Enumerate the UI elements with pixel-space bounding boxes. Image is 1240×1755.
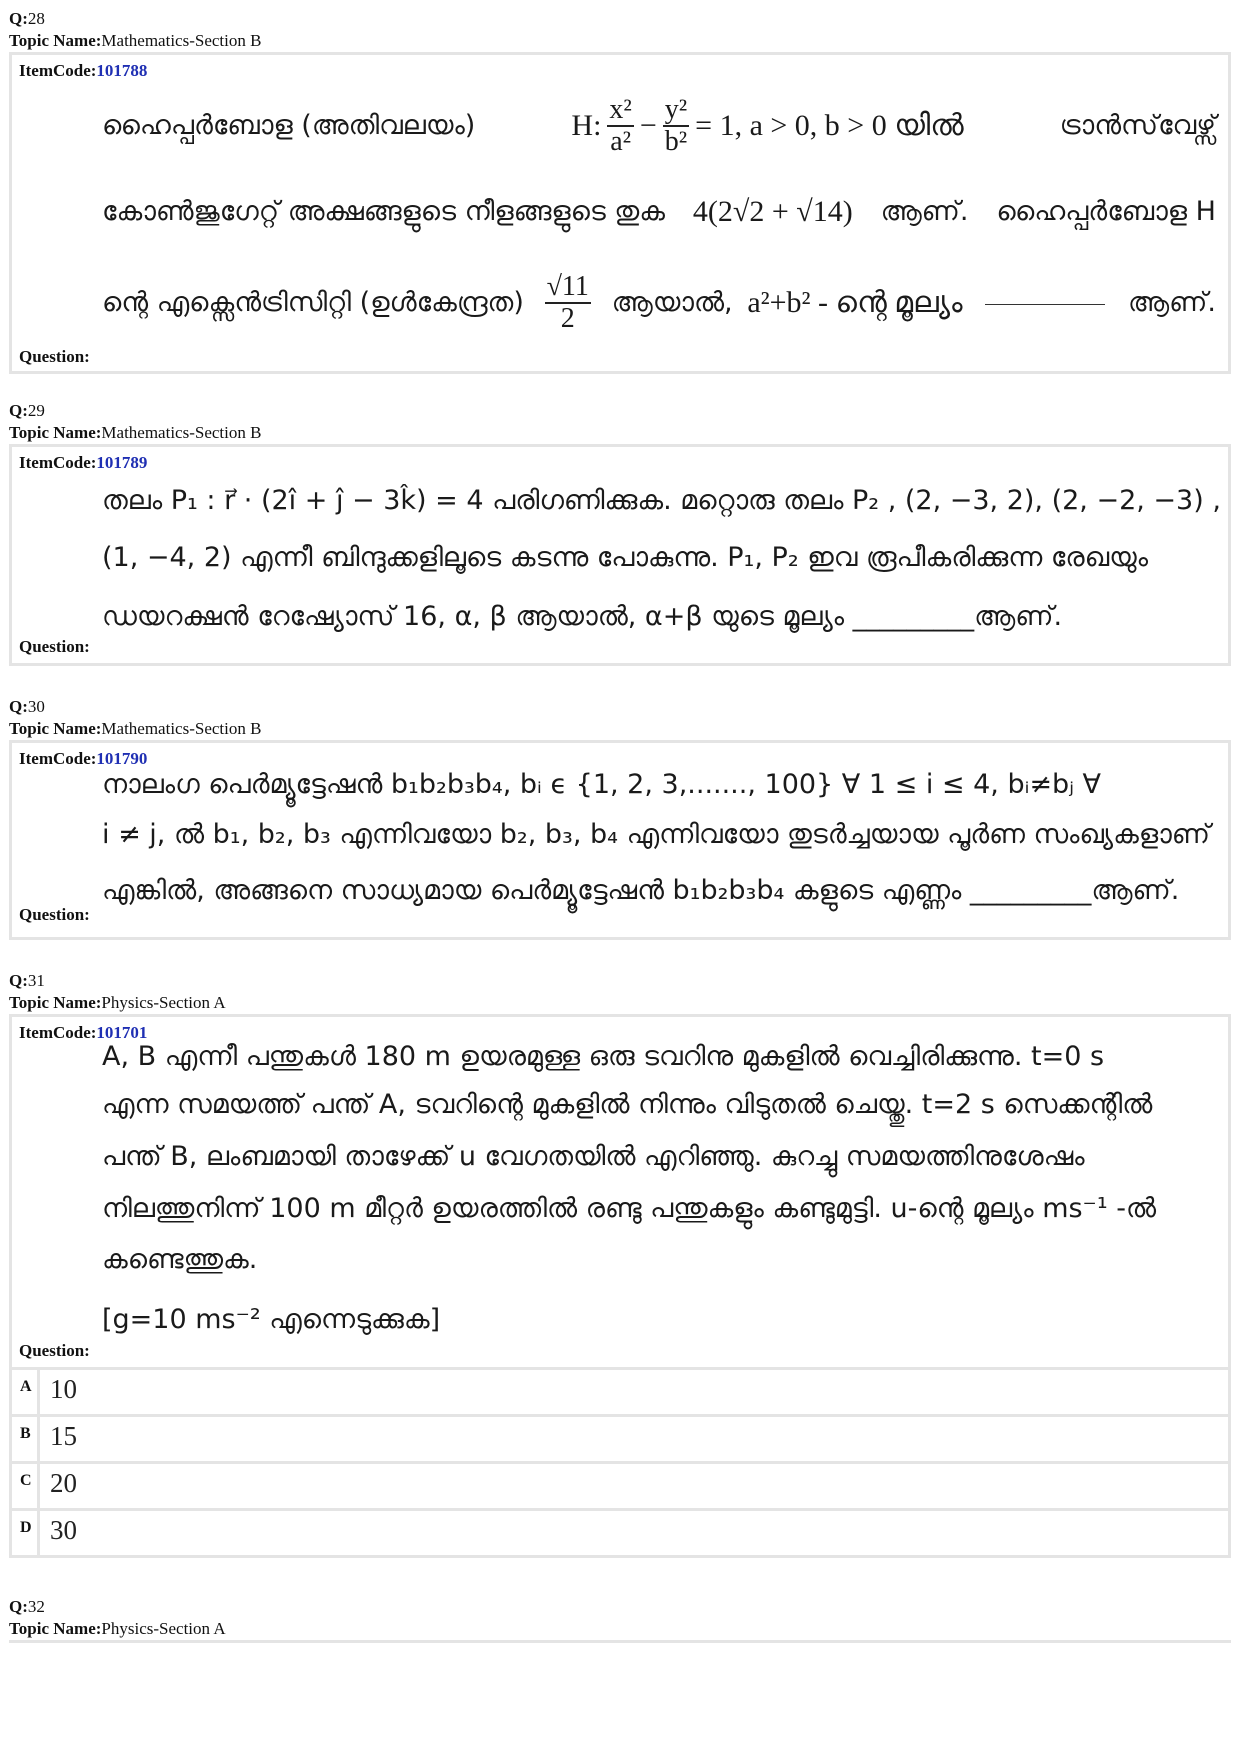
- option-value: 10: [50, 1374, 77, 1404]
- option-b[interactable]: [12, 1414, 1228, 1461]
- option-c[interactable]: [12, 1461, 1228, 1508]
- option-a[interactable]: [12, 1367, 1228, 1414]
- question-text: A, B എന്നീ പന്തുകൾ 180 m ഉയരമുള്ള ഒരു ടവറിനു മുകളിൽ വെച്ചിരിക്കുന്നു. t=0 s എന്ന സമയത്ത് പന്ത് A, ടവറിന്റെ മുകളിൽ നിന്നും വിടുതൽ ചെയ്തു. t=2 s സെക്കന്റിൽ പന്ത് B, ലംബമായി താഴേക്ക് u വേഗതയിൽ എറിഞ്ഞു. കുറച്ചു സമയത്തിനുശേഷം നിലത്തുനിന്ന് 100 m മീറ്റർ ഉയരത്തിൽ രണ്ടു പന്തുകളും കണ്ടുമുട്ടി. u-ന്റെ മൂല്യം ms⁻¹ -ൽ കണ്ടെത്തുക. [g=10 ms⁻² എന്നെടുക്കുക]: [102, 1041, 1157, 1335]
- option-key: C: [12, 1464, 40, 1508]
- question-number: Q:30: [9, 697, 45, 716]
- item-code: ItemCode:101788: [19, 61, 148, 80]
- question-block: [9, 740, 1231, 940]
- block-divider: [9, 1640, 1231, 1643]
- question-label: Question:: [19, 347, 90, 366]
- question-number: Q:31: [9, 971, 45, 990]
- question-number: Q:32: [9, 1597, 45, 1616]
- option-value: 20: [50, 1468, 77, 1498]
- question-label: Question:: [19, 905, 90, 924]
- question-31: [0, 970, 1240, 1558]
- topic-name: Topic Name:Physics-Section A: [9, 1619, 226, 1638]
- question-block: [9, 1014, 1231, 1558]
- question-28: [0, 8, 1240, 374]
- question-label: Question:: [19, 637, 90, 656]
- topic-name: Topic Name:Physics-Section A: [9, 993, 226, 1012]
- item-code: ItemCode:101789: [19, 453, 148, 472]
- option-key: B: [12, 1417, 40, 1461]
- option-key: A: [12, 1370, 40, 1414]
- question-block: [9, 52, 1231, 374]
- topic-name: Topic Name:Mathematics-Section B: [9, 719, 262, 738]
- answer-blank: [985, 302, 1105, 305]
- question-30: [0, 696, 1240, 940]
- option-key: D: [12, 1511, 40, 1555]
- question-number: Q:28: [9, 9, 45, 28]
- question-number: Q:29: [9, 401, 45, 420]
- topic-name: Topic Name:Mathematics-Section B: [9, 423, 262, 442]
- question-29: [0, 400, 1240, 666]
- question-text: തലം P₁ : r⃗ · (2î + ĵ − 3k̂) = 4 പരിഗണിക്കുക. മറ്റൊരു തലം P₂ , (2, −3, 2), (2, −2, −3) , (1, −4, 2) എന്നീ ബിന്ദുക്കളിലൂടെ കടന്നു പോകുന്നു. P₁, P₂ ഇവ രൂപീകരിക്കുന്ന രേഖയും ഡയറക്ഷൻ റേഷ്യോസ് 16, α, β ആയാൽ, α+β യുടെ മൂല്യം _________ആണ്.: [102, 485, 1221, 632]
- item-code: ItemCode:101790: [19, 749, 148, 768]
- question-32: [0, 1596, 1240, 1643]
- question-label: Question:: [19, 1341, 90, 1360]
- question-text: നാലംഗ പെർമ്യൂട്ടേഷൻ b₁b₂b₃b₄, bᵢ ϵ {1, 2, 3,......., 100} ∀ 1 ≤ i ≤ 4, bᵢ≠bⱼ ∀ i ≠ j, ൽ b₁, b₂, b₃ എന്നിവയോ b₂, b₃, b₄ എന്നിവയോ തുടർച്ചയായ പൂർണ സംഖ്യകളാണ് എങ്കിൽ, അങ്ങനെ സാധ്യമായ പെർമ്യൂട്ടേഷൻ b₁b₂b₃b₄ കളുടെ എണ്ണം _________ആണ്.: [102, 769, 1210, 906]
- question-text: ഹൈപ്പർബോള (അതിവലയം) H: $\frac{\text{x²}}{\text{a²}}$ − $\frac{\text{y²}}{\text{b²}}$ = 1, a > 0, b > 0 യിൽ ട്രാൻസ്‌വേഴ്സ് കോൺജുഗേറ്റ് അക്ഷങ്ങളുടെ നീളങ്ങളുടെ തുക 4(2√2 + √14) ആണ്. ഹൈപ്പർബോള H ന്റെ എക്സെൻട്രിസിറ്റി (ഉൾകേന്ദ്രത) $\frac{√11}{2}$ ആയാൽ, a²+b² - ന്റെ മൂല്യം ആണ്.: [102, 94, 1216, 334]
- option-value: 15: [50, 1421, 77, 1451]
- question-block: [9, 444, 1231, 666]
- option-value: 30: [50, 1515, 77, 1545]
- item-code: ItemCode:101701: [19, 1023, 148, 1042]
- option-d[interactable]: [12, 1508, 1228, 1555]
- topic-name: Topic Name:Mathematics-Section B: [9, 31, 262, 50]
